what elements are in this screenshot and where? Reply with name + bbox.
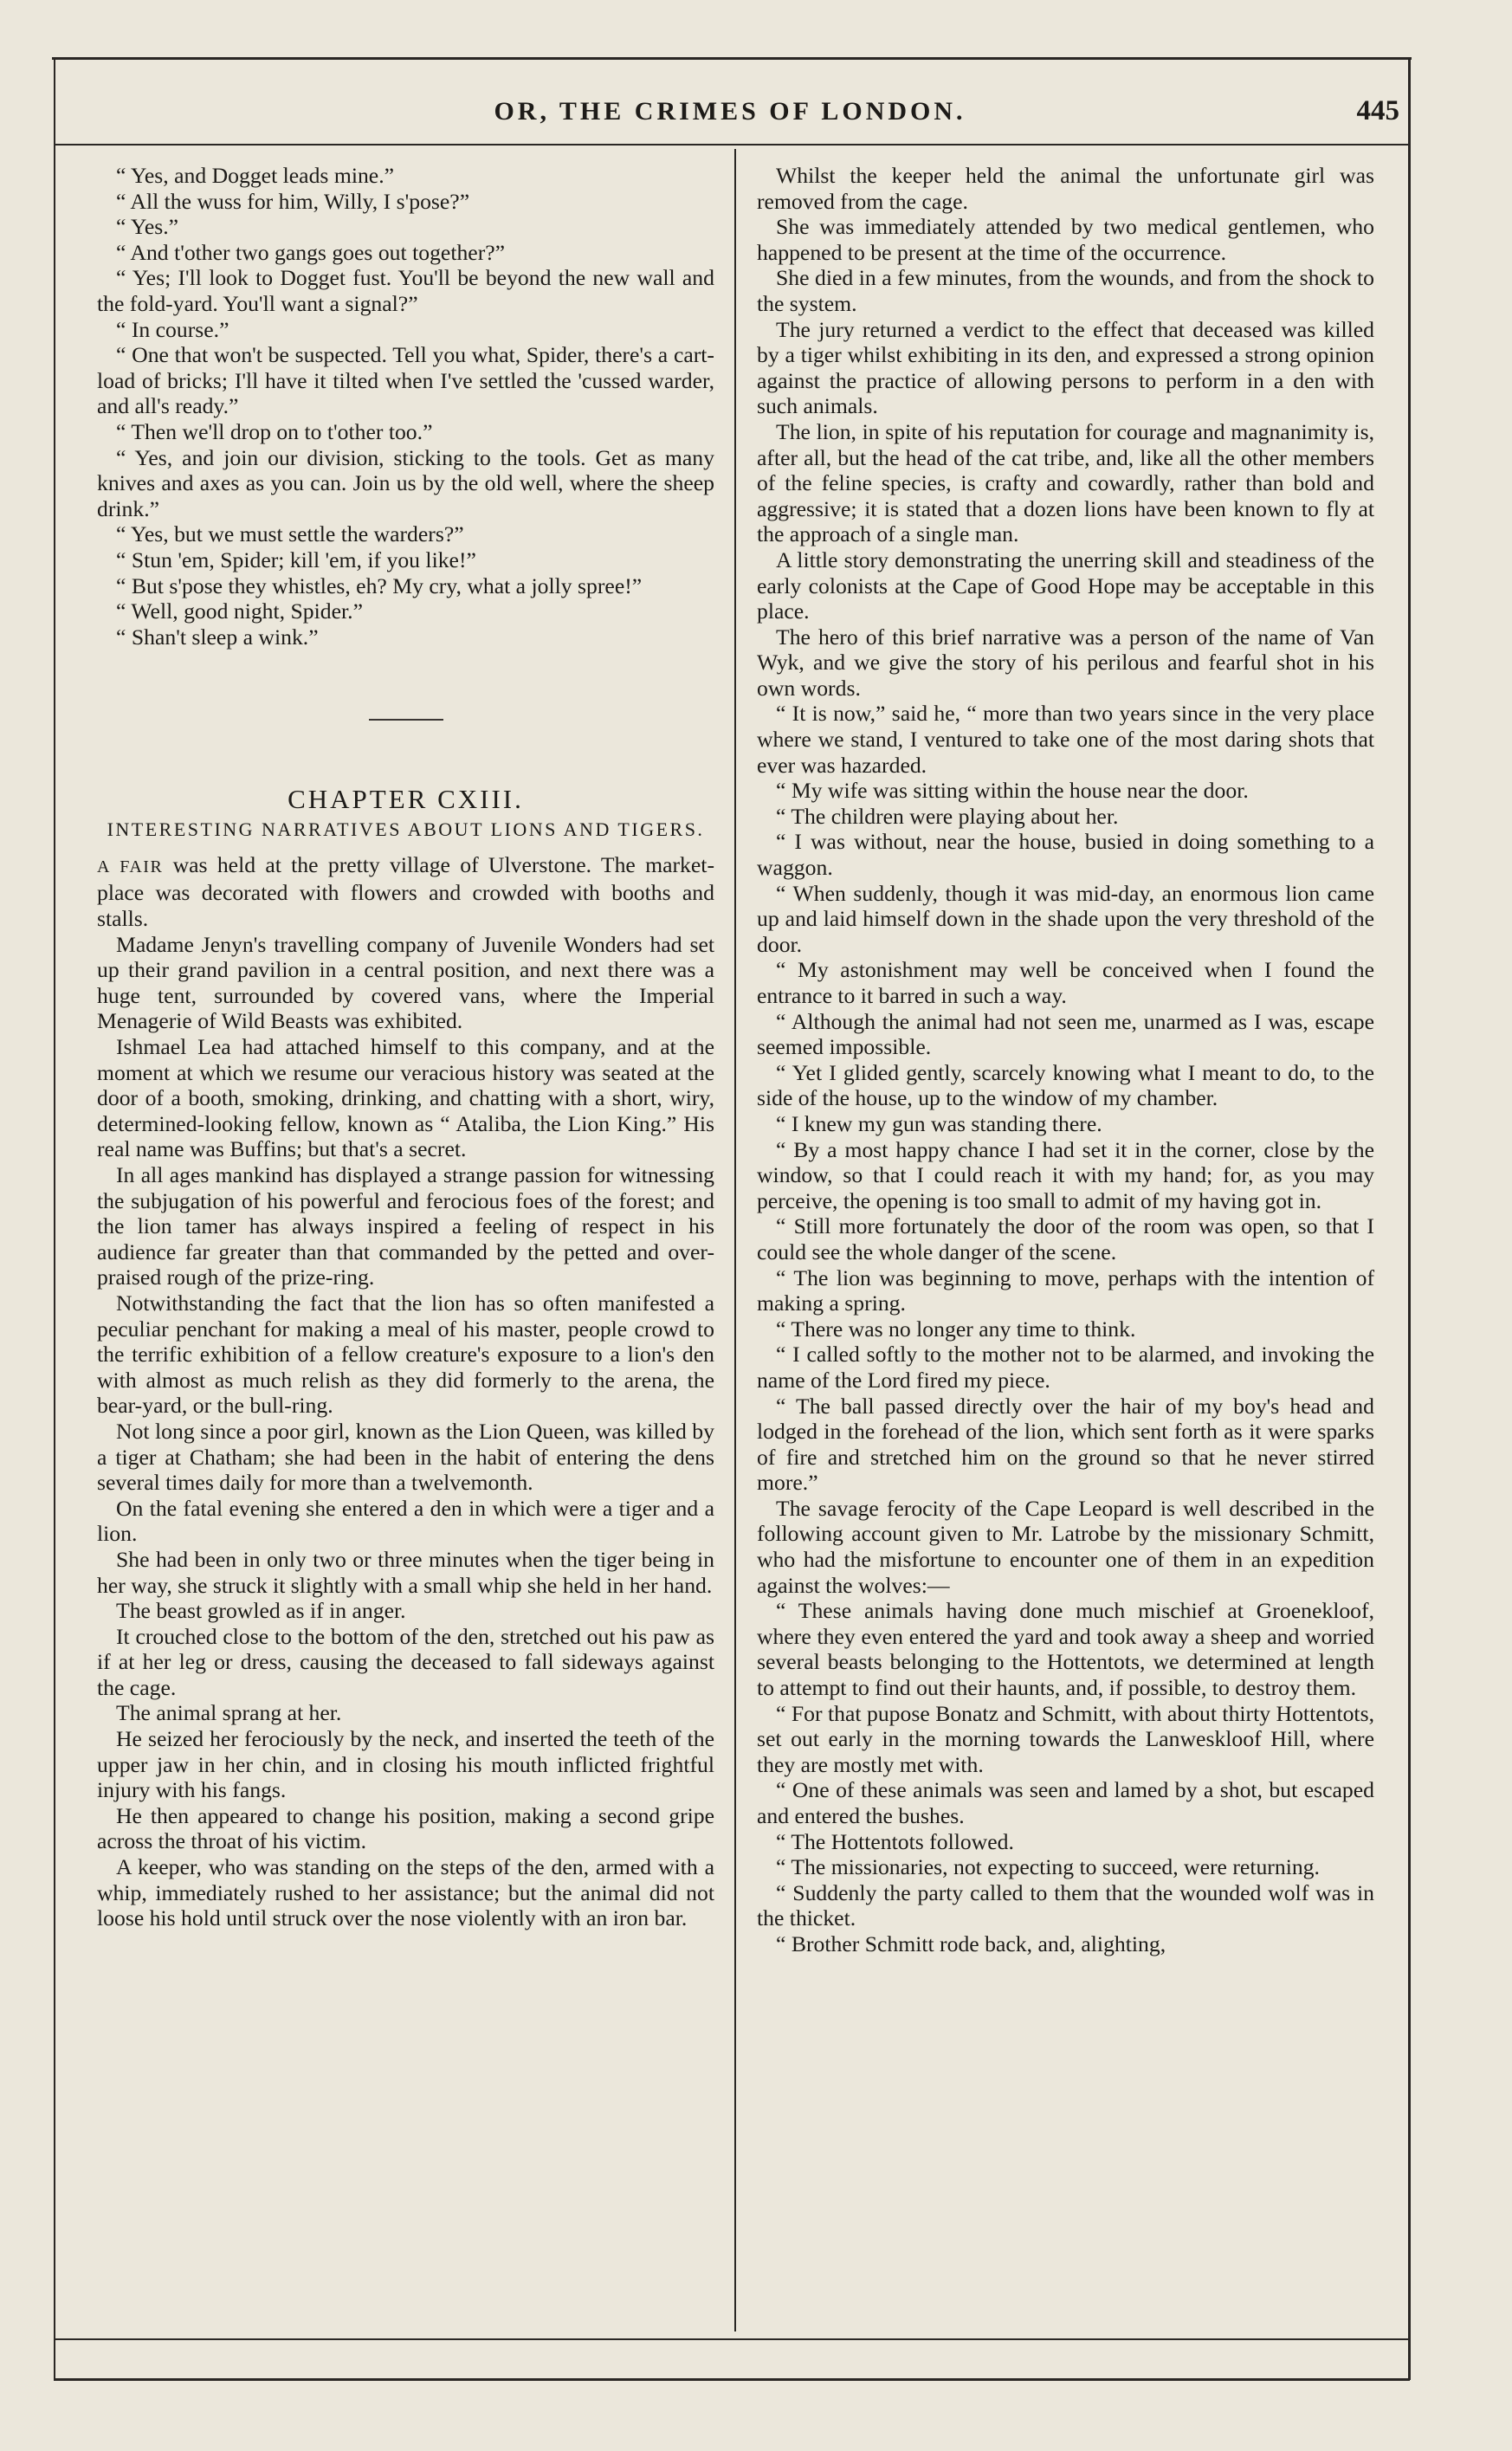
paragraph: “ The missionaries, not expecting to succeed, were returning. — [776, 1854, 1320, 1880]
paragraph: He seized her ferociously by the neck, and inserted the teeth of the upper jaw in her chin, and in closing his mouth inflicted frightful injury with his fangs. — [97, 1726, 714, 1803]
paragraph: “ I called softly to the mother not to be alarmed, and invoking the name of the Lord fired my piece. — [757, 1342, 1374, 1393]
top-border-rule — [52, 57, 1412, 60]
bottom-border-rule — [54, 2378, 1410, 2381]
left-border-rule — [54, 57, 55, 2380]
paragraph: A keeper, who was standing on the steps of the den, armed with a whip, immediately rushed to her assistance; but the animal did not loose his hold until struck over the nose violently with an iron bar. — [97, 1854, 714, 1931]
paragraph: It crouched close to the bottom of the den, stretched out his paw as if at her leg or dress, causing the deceased to fall sideways against the cage. — [97, 1623, 714, 1700]
chapter-subtitle: INTERESTING NARRATIVES ABOUT LIONS AND TIGERS. — [107, 818, 705, 840]
dialogue-line: “ Well, good night, Spider.” — [116, 598, 363, 624]
paragraph: “ By a most happy chance I had set it in the corner, close by the window, so that I could reach it with my hand; for, as you may perceive, the opening is too small to admit of my having got in. — [757, 1136, 1374, 1213]
paragraph: The jury returned a verdict to the effect that deceased was killed by a tiger whilst exhibiting in its den, and expressed a strong opinion against the practice of allowing persons to perform in a den with such animals. — [757, 316, 1374, 419]
chapter-title: CHAPTER CXIII. — [288, 784, 524, 815]
paragraph: “ The lion was beginning to move, perhaps with the intention of making a spring. — [757, 1264, 1374, 1316]
paragraph: Whilst the keeper held the animal the unfortunate girl was removed from the cage. — [757, 163, 1374, 214]
dialogue-line: “ Yes.” — [116, 214, 179, 240]
column-divider — [734, 149, 736, 2331]
opening-paragraph — [97, 852, 714, 932]
page-header — [52, 94, 1408, 137]
paragraph: “ There was no longer any time to think. — [776, 1316, 1136, 1342]
paragraph: The lion, in spite of his reputation for courage and magnanimity is, after all, but the head of the cat tribe, and, like all the other members of the feline species, is crafty and cowardly, rather than bold and aggressive; it is stated that a dozen lions have been known to fly at the approach of a single man. — [757, 418, 1374, 547]
right-border-rule — [1408, 57, 1411, 2380]
dialogue-line: “ Yes, and join our division, sticking to the tools. Get as many knives and axes as you can. Join us by the old well, where the sheep drink.” — [97, 444, 714, 521]
paragraph: “ One of these animals was seen and lamed by a shot, but escaped and entered the bushes. — [757, 1777, 1374, 1828]
dialogue-line: “ In course.” — [116, 316, 229, 342]
paragraph: “ The children were playing about her. — [776, 803, 1119, 829]
dialogue-line: “ Then we'll drop on to t'other too.” — [116, 418, 433, 444]
paragraph: She died in a few minutes, from the wounds, and from the shock to the system. — [757, 265, 1374, 316]
paragraph: Not long since a poor girl, known as the Lion Queen, was killed by a tiger at Chatham; she had been in the habit of entering the dens several times daily for more than a twelvemonth. — [97, 1418, 714, 1496]
paragraph: “ Yet I glided gently, scarcely knowing what I meant to do, to the side of the house, up to the window of my chamber. — [757, 1059, 1374, 1111]
paragraph: The beast growled as if in anger. — [116, 1598, 406, 1624]
paragraph: “ Still more fortunately the door of the room was open, so that I could see the whole danger of the scene. — [757, 1213, 1374, 1264]
running-title: OR, THE CRIMES OF LONDON. — [494, 97, 966, 126]
paragraph: “ The Hottentots followed. — [776, 1828, 1014, 1854]
paragraph: “ It is now,” said he, “ more than two years since in the very place where we stand, I ventured to take one of the most daring shots that ever was hazarded. — [757, 701, 1374, 778]
dialogue-line: “ Yes, but we must settle the warders?” — [116, 521, 464, 547]
left-column — [97, 163, 714, 1931]
dialogue-line: “ Stun 'em, Spider; kill 'em, if you like!” — [116, 546, 476, 572]
paragraph: “ I was without, near the house, busied in doing something to a waggon. — [757, 829, 1374, 881]
section-divider — [369, 719, 443, 721]
dialogue-line: “ Yes; I'll look to Dogget fust. You'll be beyond the new wall and the fold-yard. You'll want a signal?” — [97, 265, 714, 316]
dialogue-line: “ One that won't be suspected. Tell you what, Spider, there's a cart-load of bricks; I'll have it tilted when I've settled the 'cussed warder, and all's ready.” — [97, 342, 714, 419]
paragraph: “ Although the animal had not seen me, unarmed as I was, escape seemed impossible. — [757, 1008, 1374, 1060]
paragraph: “ These animals having done much mischief at Groenekloof, where they even entered the yard and took away a sheep and worried several beasts belonging to the Hottentots, we determined at length to attempt to find out their haunts, and, if possible, to destroy them. — [757, 1598, 1374, 1701]
paragraph: “ I knew my gun was standing there. — [776, 1110, 1102, 1136]
paragraph: “ Suddenly the party called to them that the wounded wolf was in the thicket. — [757, 1879, 1374, 1931]
dialogue-line: “ All the wuss for him, Willy, I s'pose?” — [116, 188, 470, 214]
header-rule — [54, 144, 1410, 146]
paragraph: She was immediately attended by two medical gentlemen, who happened to be present at the time of the occurrence. — [757, 214, 1374, 265]
dialogue-line: “ And t'other two gangs goes out together?” — [116, 239, 506, 265]
bottom-rule — [54, 2338, 1410, 2340]
page-number: 445 — [1356, 95, 1399, 126]
paragraph: In all ages mankind has displayed a strange passion for witnessing the subjugation of his powerful and ferocious foes of the forest; and the lion tamer has always inspired a feeling of respect in his audience far greater than that commanded by the petted and over-praised rough of the prize-ring. — [97, 1162, 714, 1290]
paragraph: The animal sprang at her. — [116, 1700, 342, 1726]
paragraph: A little story demonstrating the unerring skill and steadiness of the early colonists at the Cape of Good Hope may be acceptable in this place. — [757, 546, 1374, 624]
paragraph: “ When suddenly, though it was mid-day, an enormous lion came up and laid himself down in the shade upon the very threshold of the door. — [757, 880, 1374, 957]
paragraph: “ My wife was sitting within the house near the door. — [776, 778, 1249, 804]
paragraph: “ For that pupose Bonatz and Schmitt, with about thirty Hottentots, set out early in the morning towards the Lanweskloof Hill, where they are mostly met with. — [757, 1700, 1374, 1777]
paragraph: The savage ferocity of the Cape Leopard is well described in the following account given to Mr. Latrobe by the missionary Schmitt, who had the misfortune to encounter one of them in an expedition against the wolves:— — [757, 1495, 1374, 1598]
opening-text: was held at the pretty village of Ulverstone. The market-place was decorated with flowers and crowded with booths and stalls. — [97, 851, 714, 932]
dialogue-line: “ But s'pose they whistles, eh? My cry, what a jolly spree!” — [116, 572, 643, 598]
paragraph: The hero of this brief narrative was a person of the name of Van Wyk, and we give the story of his perilous and fearful shot in his own words. — [757, 624, 1374, 701]
paragraph: Madame Jenyn's travelling company of Juvenile Wonders had set up their grand pavilion in a central position, and next there was a huge tent, surrounded by covered vans, where the Imperial Menagerie of Wild Beasts was exhibited. — [97, 931, 714, 1034]
paragraph: She had been in only two or three minutes when the tiger being in her way, she struck it slightly with a small whip she held in her hand. — [97, 1546, 714, 1598]
paragraph: “ The ball passed directly over the hair of my boy's head and lodged in the forehead of the lion, which sent forth as it were sparks of fire and stretched him on the ground so that he never stirred more.” — [757, 1393, 1374, 1496]
opening-small-caps: A FAIR — [97, 857, 164, 876]
paragraph: He then appeared to change his position, making a second gripe across the throat of his victim. — [97, 1802, 714, 1854]
paragraph: “ My astonishment may well be conceived when I found the entrance to it barred in such a way. — [757, 957, 1374, 1008]
paragraph: “ Brother Schmitt rode back, and, alighting, — [776, 1930, 1166, 1956]
chapter-heading — [97, 719, 714, 842]
paragraph: On the fatal evening she entered a den in which were a tiger and a lion. — [97, 1495, 714, 1547]
dialogue-line: “ Yes, and Dogget leads mine.” — [116, 163, 395, 188]
paragraph: Notwithstanding the fact that the lion has so often manifested a peculiar penchant for making a meal of his master, people crowd to the terrific exhibition of a fellow creature's exposure to a lion's den with almost as much relish as they did formerly to the arena, the bear-yard, or the bull-ring. — [97, 1290, 714, 1419]
dialogue-line: “ Shan't sleep a wink.” — [116, 624, 319, 650]
paragraph: Ishmael Lea had attached himself to this company, and at the moment at which we resume our veracious history was seated at the door of a booth, smoking, drinking, and chatting with a short, wiry, determined-looking fellow, known as “ Ataliba, the Lion King.” His real name was Buffins; but that's a secret. — [97, 1034, 714, 1162]
right-column — [757, 163, 1374, 1957]
